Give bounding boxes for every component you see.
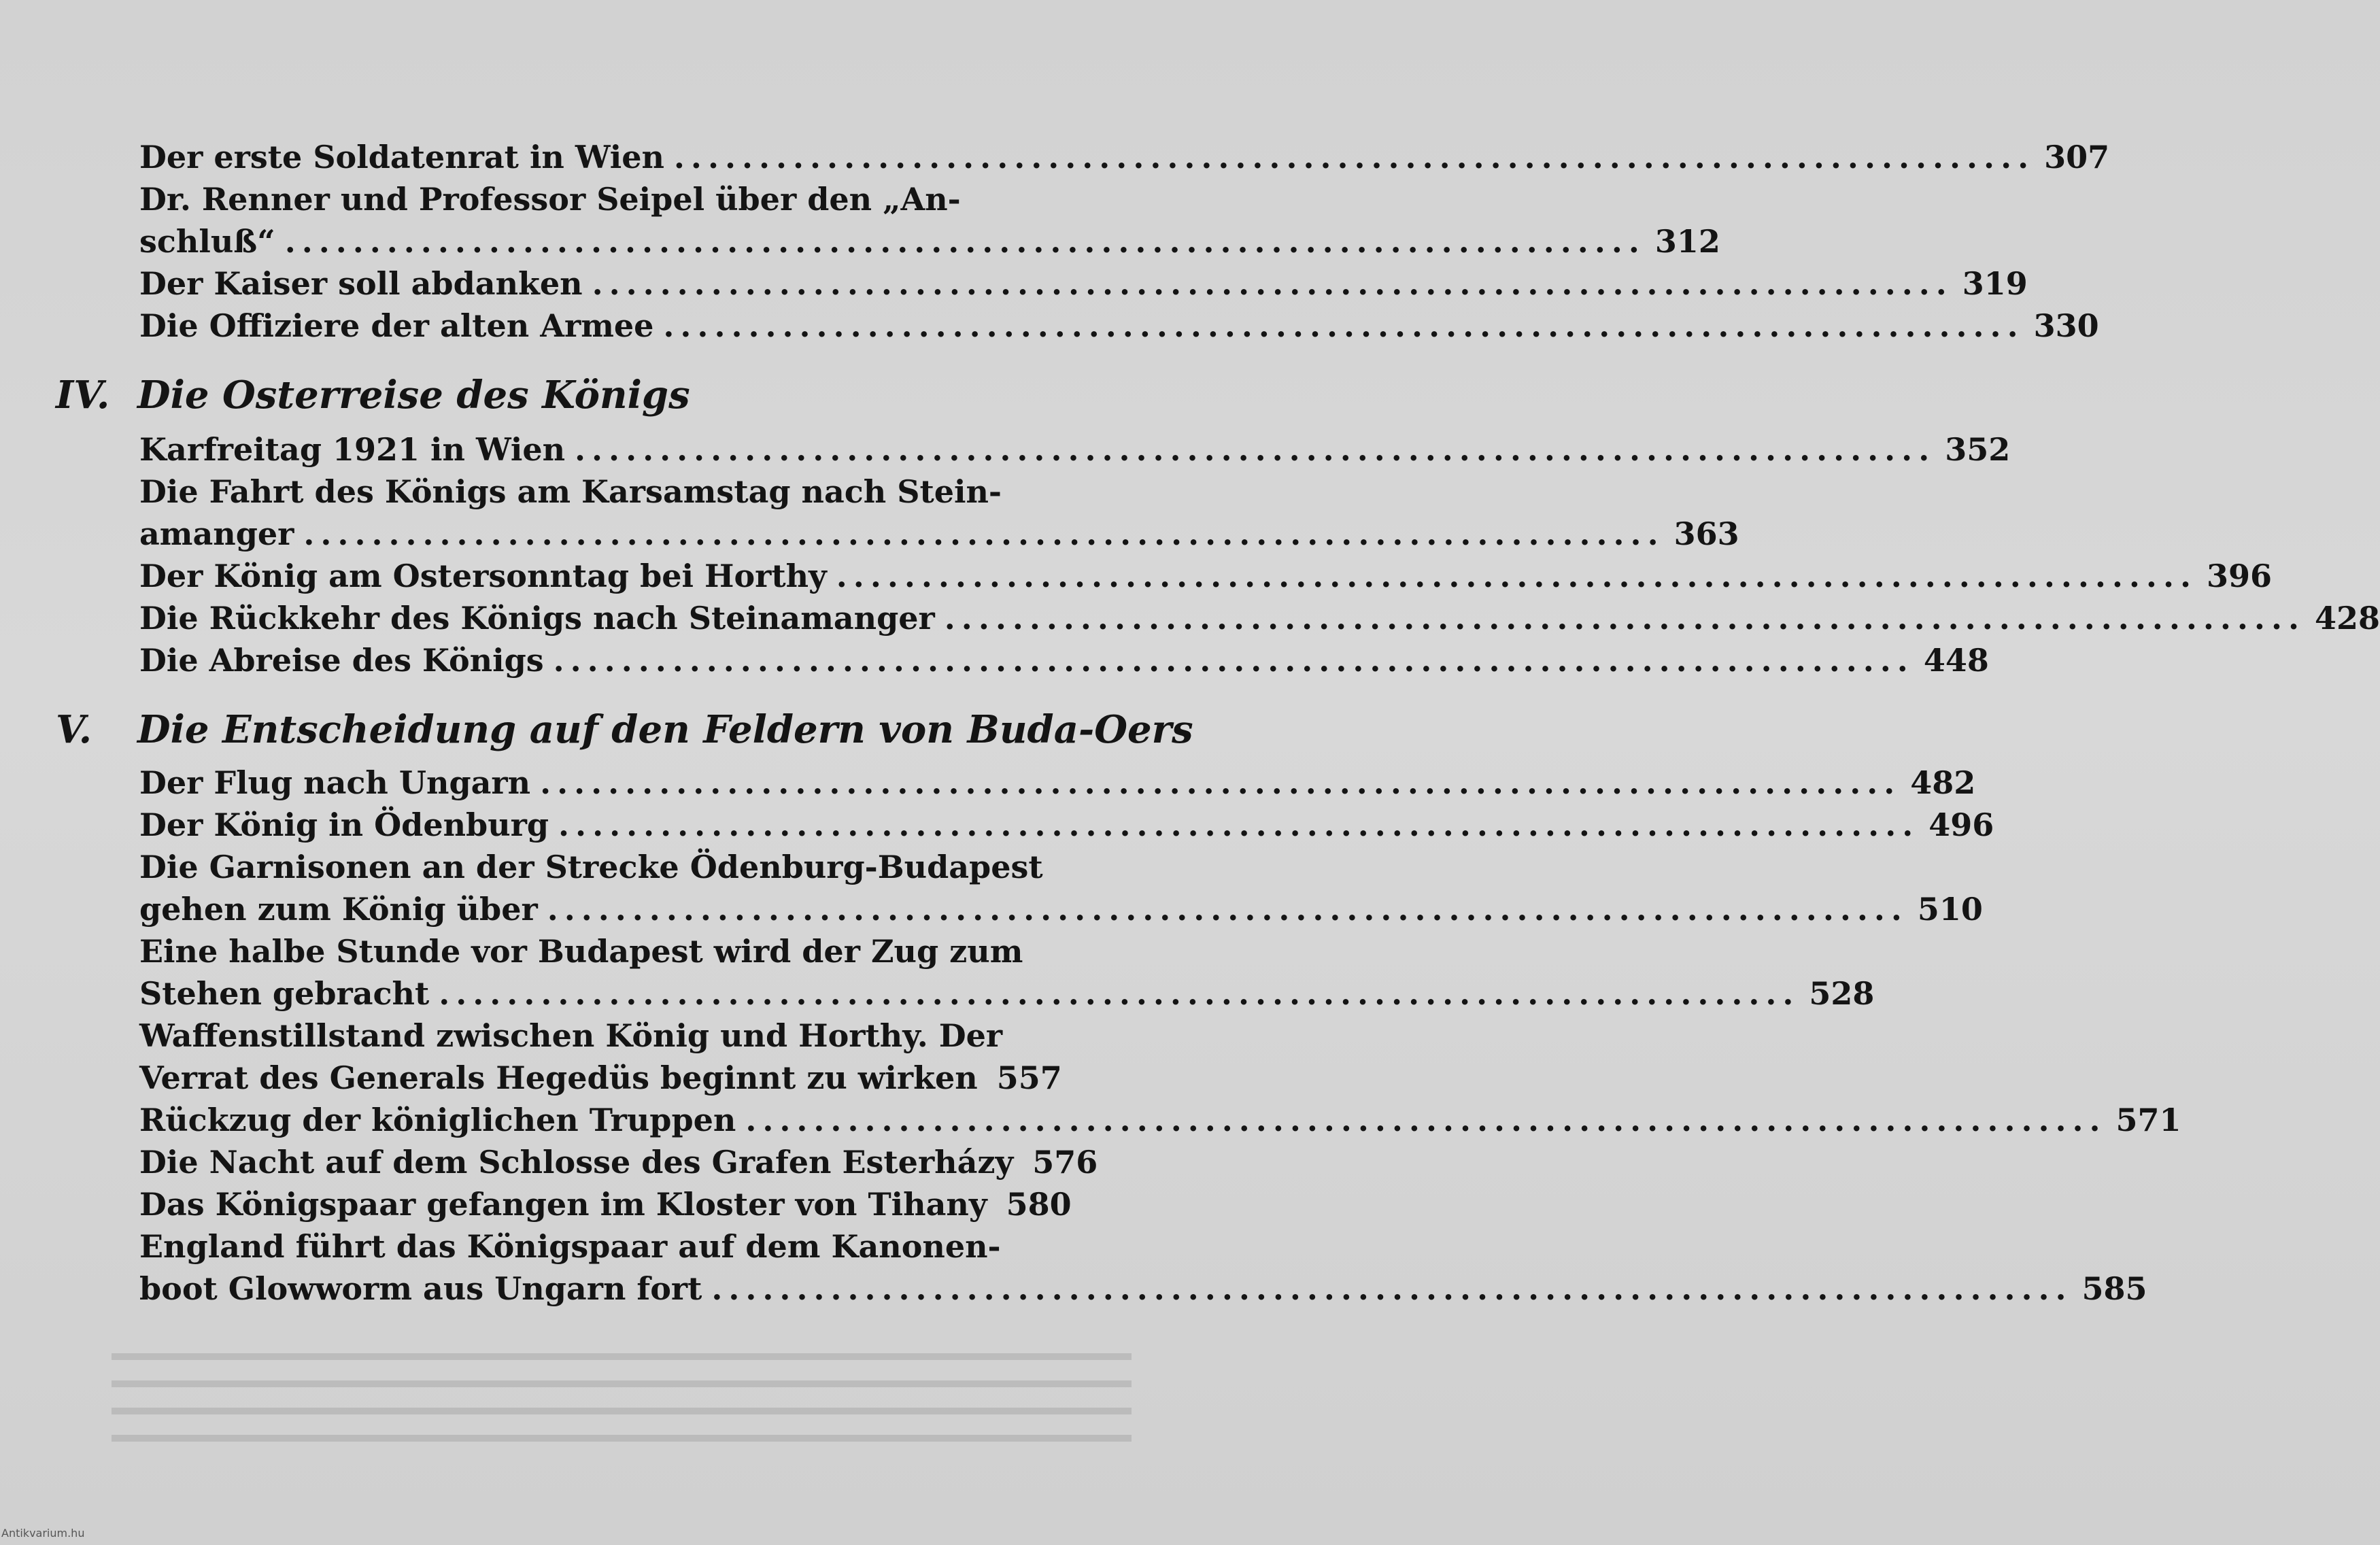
page-number: 428 xyxy=(2314,600,2380,636)
toc-entry xyxy=(139,1141,1098,1183)
toc-entry xyxy=(139,639,1989,681)
toc-entry-title: Die Abreise des Königs xyxy=(139,642,544,679)
toc-entry xyxy=(139,471,1054,513)
toc-entry-title: Dr. Renner und Professor Seipel über den „An- xyxy=(139,181,961,218)
toc-entry xyxy=(139,762,1976,804)
section-number: IV. xyxy=(56,373,110,418)
page-number: 510 xyxy=(1917,891,1983,928)
toc-entry xyxy=(139,178,1054,220)
toc-entry-title: Verrat des Generals Hegedüs beginnt zu wirken xyxy=(139,1059,978,1096)
toc-entry xyxy=(139,555,2272,597)
toc-entry-title: boot Glowworm aus Ungarn fort xyxy=(139,1270,702,1307)
toc-entry-title: Der erste Soldatenrat in Wien xyxy=(139,139,664,175)
toc-entry xyxy=(139,597,2380,639)
page-number: 319 xyxy=(1962,265,2028,302)
toc-entry-title: Die Fahrt des Königs am Karsamstag nach Stein- xyxy=(139,473,1002,510)
toc-entry xyxy=(139,804,1994,846)
toc-entry-title: Der König in Ödenburg xyxy=(139,807,549,843)
toc-entry xyxy=(139,930,1054,972)
toc-entry-title: amanger xyxy=(139,515,294,552)
page-number: 580 xyxy=(1006,1186,1072,1223)
dot-leader: ................................................................................ xyxy=(575,431,1936,468)
dot-leader: ................................................................................ xyxy=(540,764,1901,801)
toc-entry xyxy=(139,220,1720,262)
page-number: 528 xyxy=(1809,975,1875,1012)
toc-entry xyxy=(139,262,2028,305)
toc-entry-title: Der Flug nach Ungarn xyxy=(139,764,531,801)
dot-leader: ................................................................................ xyxy=(284,223,1646,260)
dot-leader: ................................................................................ xyxy=(711,1270,2073,1307)
dot-leader: ................................................................................ xyxy=(439,975,1800,1012)
watermark: Antikvarium.hu xyxy=(1,1527,85,1540)
toc-entry xyxy=(139,972,1875,1015)
bleed-through-text xyxy=(112,1333,1132,1496)
page-number: 482 xyxy=(1910,764,1976,801)
toc-entry xyxy=(139,888,1983,930)
toc-entry-title: gehen zum König über xyxy=(139,891,538,928)
toc-entry xyxy=(139,846,1054,888)
toc-entry-title: England führt das Königspaar auf dem Kanonen- xyxy=(139,1228,1001,1265)
dot-leader: ................................................................................ xyxy=(944,600,2305,636)
toc-entry xyxy=(139,1225,1054,1268)
toc-entry xyxy=(139,305,2099,347)
page-number: 352 xyxy=(1945,431,2011,468)
dot-leader: ................................................................................ xyxy=(673,139,2035,175)
toc-entry-title: Karfreitag 1921 in Wien xyxy=(139,431,566,468)
page-number: 571 xyxy=(2115,1102,2181,1138)
dot-leader: ................................................................................ xyxy=(663,307,2024,344)
toc-entry xyxy=(139,428,2011,471)
section-heading-iv xyxy=(56,373,690,418)
dot-leader: ................................................................................ xyxy=(836,558,2197,594)
dot-leader: ................................................................................ xyxy=(547,891,1908,928)
page-number: 448 xyxy=(1923,642,1989,679)
toc-entry-title: Stehen gebracht xyxy=(139,975,430,1012)
page-number: 396 xyxy=(2206,558,2272,594)
section-heading-v xyxy=(56,707,1193,752)
page-number: 307 xyxy=(2044,139,2110,175)
page-number: 312 xyxy=(1654,223,1720,260)
toc-entry xyxy=(139,1015,1054,1057)
toc-entry-title: Der Kaiser soll abdanken xyxy=(139,265,583,302)
toc-entry-title: Das Königspaar gefangen im Kloster von Tihany xyxy=(139,1186,987,1223)
page-number: 585 xyxy=(2081,1270,2147,1307)
page-number: 363 xyxy=(1673,515,1739,552)
toc-entry-title: Der König am Ostersonntag bei Horthy xyxy=(139,558,827,594)
page-number: 330 xyxy=(2033,307,2099,344)
section-title: Die Osterreise des Königs xyxy=(137,373,690,418)
page-number: 496 xyxy=(1928,807,1994,843)
dot-leader: ................................................................................ xyxy=(553,642,1914,679)
toc-entry-title: Die Garnisonen an der Strecke Ödenburg-Budapest xyxy=(139,849,1043,885)
toc-entry xyxy=(139,1268,2147,1310)
dot-leader: ................................................................................ xyxy=(303,515,1665,552)
section-number: V. xyxy=(56,707,92,752)
dot-leader: ................................................................................ xyxy=(745,1102,2107,1138)
toc-entry xyxy=(139,1099,2181,1141)
toc-entry xyxy=(139,1057,1062,1099)
dot-leader: ................................................................................ xyxy=(558,807,1920,843)
page-number: 557 xyxy=(996,1059,1062,1096)
toc-entry xyxy=(139,1183,1072,1225)
toc-entry-title: Die Rückkehr des Königs nach Steinamanger xyxy=(139,600,935,636)
toc-entry-title: Waffenstillstand zwischen König und Horthy. Der xyxy=(139,1017,1003,1054)
toc-entry-title: Die Offiziere der alten Armee xyxy=(139,307,654,344)
page-number: 576 xyxy=(1032,1144,1098,1181)
toc-entry-title: Eine halbe Stunde vor Budapest wird der Zug zum xyxy=(139,933,1023,970)
dot-leader: ................................................................................ xyxy=(592,265,1953,302)
toc-entry xyxy=(139,136,2110,178)
toc-entry-title: Rückzug der königlichen Truppen xyxy=(139,1102,736,1138)
section-title: Die Entscheidung auf den Feldern von Buda-Oers xyxy=(137,707,1193,752)
toc-entry xyxy=(139,513,1739,555)
toc-entry-title: Die Nacht auf dem Schlosse des Grafen Esterházy xyxy=(139,1144,1014,1181)
toc-entry-title: schluß“ xyxy=(139,223,275,260)
